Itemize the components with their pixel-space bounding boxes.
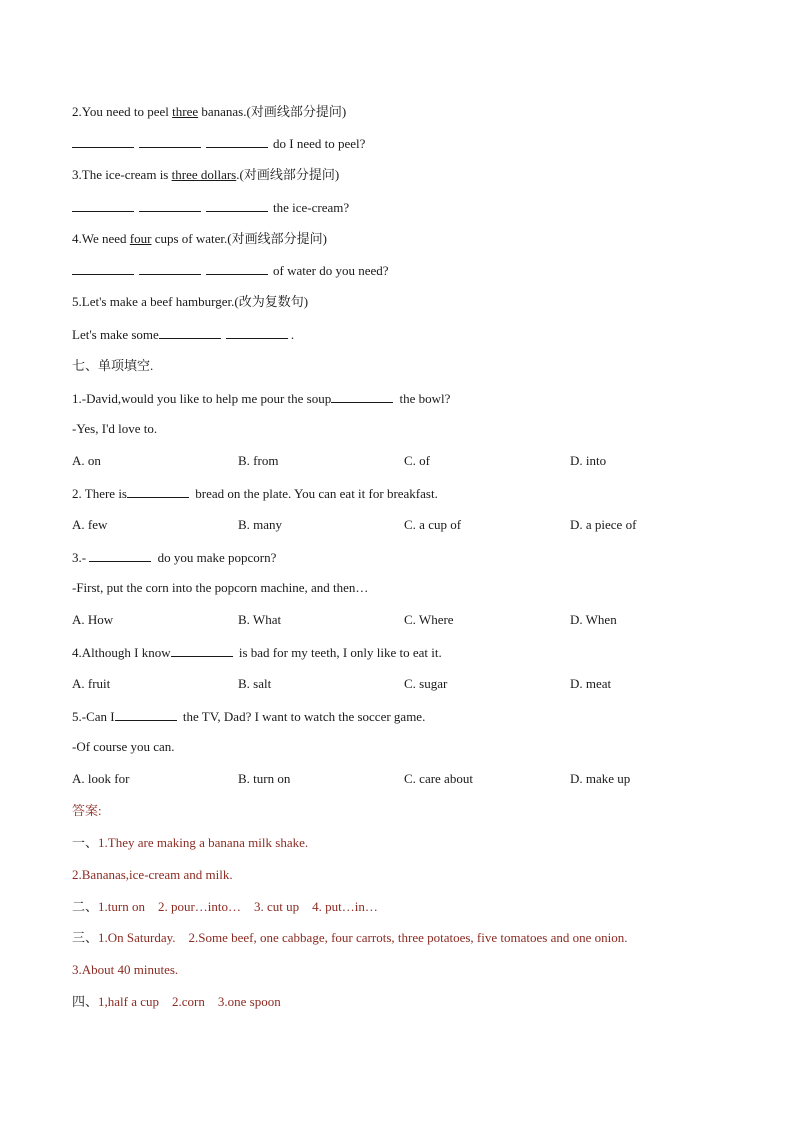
q-text: 2. There is	[72, 486, 127, 501]
section-prefix: 一、	[72, 835, 99, 850]
answer-line-6-4	[72, 262, 389, 279]
answer-pre: Let's make some	[72, 327, 159, 342]
option-c[interactable]: C. of	[404, 453, 430, 468]
question-7-5	[72, 708, 425, 725]
blank[interactable]	[206, 199, 268, 212]
answer-line	[72, 962, 178, 978]
answer-text: 3.About 40 minutes.	[72, 962, 179, 977]
underlined-word: four	[129, 231, 152, 246]
answer-tail: do I need to peel?	[273, 136, 366, 151]
option-b[interactable]: B. many	[238, 517, 283, 532]
section-prefix: 四、	[72, 994, 99, 1009]
option-c[interactable]: C. care about	[404, 771, 473, 786]
q-text: 4.We need	[72, 231, 130, 246]
q-text: 2.You need to peel	[72, 104, 173, 119]
q-text: 1.-David,would you like to help me pour the soup	[72, 391, 332, 406]
answer-tail: .	[290, 327, 295, 342]
section-prefix: 三、	[72, 930, 99, 945]
answer-line	[72, 835, 308, 851]
option-d[interactable]: D. meat	[570, 676, 612, 691]
answer-line	[72, 899, 378, 915]
option-c[interactable]: C. a cup of	[404, 517, 462, 532]
blank[interactable]	[159, 326, 221, 339]
question-6-4	[72, 231, 327, 247]
blank[interactable]	[127, 485, 189, 498]
option-b[interactable]: B. salt	[238, 676, 272, 691]
question-6-2	[72, 104, 346, 120]
option-b[interactable]: B. turn on	[238, 771, 291, 786]
answer-line-6-5	[72, 326, 294, 343]
q-text: 3.-	[72, 550, 90, 565]
section-title: 七、单项填空.	[72, 358, 154, 373]
question-7-2	[72, 485, 438, 502]
option-d[interactable]: D. make up	[570, 771, 631, 786]
answer-tail: of water do you need?	[273, 263, 389, 278]
option-a[interactable]: A. on	[72, 453, 101, 468]
blank[interactable]	[206, 135, 268, 148]
answer-text: 1,half a cup 2.corn 3.one spoon	[98, 994, 281, 1009]
option-d[interactable]: D. a piece of	[570, 517, 637, 532]
question-7-1	[72, 390, 450, 407]
option-a[interactable]: A. few	[72, 517, 108, 532]
reply-7-5: -Of course you can.	[72, 739, 175, 754]
question-7-3	[72, 549, 276, 566]
blank[interactable]	[139, 262, 201, 275]
option-b[interactable]: B. from	[238, 453, 279, 468]
question-7-4	[72, 644, 442, 661]
q-text: .(对画线部分提问)	[236, 167, 340, 182]
blank[interactable]	[89, 549, 151, 562]
q-text: is bad for my teeth, I only like to eat it.	[235, 645, 442, 660]
blank[interactable]	[72, 262, 134, 275]
option-b[interactable]: B. What	[238, 612, 282, 627]
q-text: the TV, Dad? I want to watch the soccer game.	[179, 709, 426, 724]
option-a[interactable]: A. look for	[72, 771, 130, 786]
q-text: 5.-Can I	[72, 709, 115, 724]
answer-tail: the ice-cream?	[273, 200, 350, 215]
q-text: bananas.(对画线部分提问)	[198, 104, 347, 119]
answer-line-6-3	[72, 199, 349, 216]
answer-line	[72, 867, 233, 883]
q-text: 4.Although I know	[72, 645, 171, 660]
answer-text: 1.They are making a banana milk shake.	[98, 835, 309, 850]
question-6-3	[72, 167, 339, 183]
option-c[interactable]: C. sugar	[404, 676, 448, 691]
blank[interactable]	[206, 262, 268, 275]
answers-title: 答案:	[72, 803, 102, 818]
option-d[interactable]: D. into	[570, 453, 607, 468]
option-a[interactable]: A. How	[72, 612, 114, 627]
answer-line-6-2	[72, 135, 365, 152]
underlined-word: three	[172, 104, 199, 119]
q-text: bread on the plate. You can eat it for breakfast.	[192, 486, 438, 501]
blank[interactable]	[139, 135, 201, 148]
reply-7-3: -First, put the corn into the popcorn machine, and then…	[72, 580, 369, 595]
blank[interactable]	[72, 135, 134, 148]
option-d[interactable]: D. When	[570, 612, 617, 627]
q-text: do you make popcorn?	[154, 550, 277, 565]
answer-line	[72, 930, 627, 946]
answer-text: 1.On Saturday. 2.Some beef, one cabbage, four carrots, three potatoes, five tomatoes and one onion.	[98, 930, 628, 945]
option-a[interactable]: A. fruit	[72, 676, 111, 691]
answer-text: 1.turn on 2. pour…into… 3. cut up 4. put…in…	[98, 899, 378, 914]
q-text: 3.The ice-cream is	[72, 167, 172, 182]
section-prefix: 二、	[72, 899, 99, 914]
question-6-5: 5.Let's make a beef hamburger.(改为复数句)	[72, 294, 309, 309]
blank[interactable]	[226, 326, 288, 339]
q-text: the bowl?	[396, 391, 451, 406]
blank[interactable]	[139, 199, 201, 212]
reply-7-1: -Yes, I'd love to.	[72, 421, 158, 436]
blank[interactable]	[115, 708, 177, 721]
blank[interactable]	[72, 199, 134, 212]
blank[interactable]	[171, 644, 233, 657]
answer-line	[72, 994, 281, 1010]
blank[interactable]	[331, 390, 393, 403]
answer-text: 2.Bananas,ice-cream and milk.	[72, 867, 233, 882]
underlined-word: three dollars	[171, 167, 237, 182]
q-text: cups of water.(对画线部分提问)	[151, 231, 327, 246]
option-c[interactable]: C. Where	[404, 612, 454, 627]
